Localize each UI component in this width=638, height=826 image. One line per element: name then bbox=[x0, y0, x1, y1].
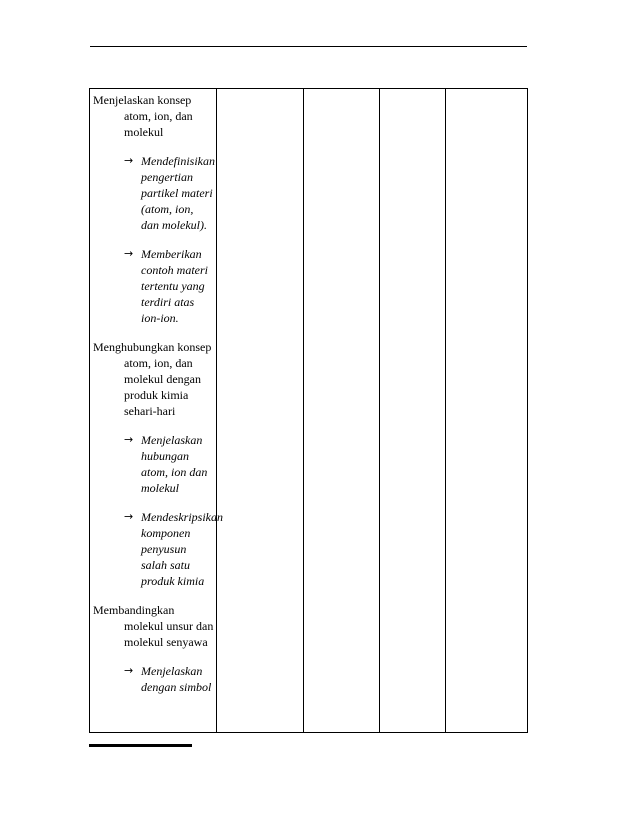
empty-cell bbox=[445, 89, 527, 733]
sub-point bbox=[124, 663, 214, 695]
sub-point bbox=[124, 432, 214, 496]
topic-3: Membandingkan molekul unsur dan molekul senyawa bbox=[93, 603, 214, 649]
sub-point bbox=[124, 153, 214, 233]
sub-point-text: Mendefinisikan pengertian partikel materi (atom, ion, dan molekul). bbox=[141, 154, 215, 232]
sub-point-text: Menjelaskan dengan simbol bbox=[141, 664, 212, 694]
topic-2: Menghubungkan konsep atom, ion, dan molekul dengan produk kimia sehari-hari bbox=[93, 340, 212, 418]
arrow-icon: → bbox=[124, 664, 134, 677]
indicator-cell bbox=[90, 89, 223, 733]
lesson-plan-table bbox=[89, 88, 528, 733]
sub-point-text: Memberikan contoh materi tertentu yang terdiri atas ion-ion. bbox=[141, 247, 208, 325]
arrow-icon: → bbox=[124, 433, 134, 446]
sub-point bbox=[124, 509, 223, 589]
sub-point bbox=[124, 246, 214, 326]
empty-cell bbox=[217, 89, 304, 733]
arrow-icon: → bbox=[124, 510, 134, 523]
header-rule bbox=[90, 46, 527, 47]
empty-cell bbox=[379, 89, 445, 733]
empty-cell bbox=[304, 89, 379, 733]
footnote-rule bbox=[89, 744, 192, 747]
table-row bbox=[90, 89, 528, 733]
sub-point-text: Menjelaskan hubungan atom, ion dan molekul bbox=[141, 433, 208, 495]
arrow-icon: → bbox=[124, 154, 134, 167]
sub-point-text: Mendeskripsikan komponen penyusun salah satu produk kimia bbox=[141, 510, 223, 588]
topic-1: Menjelaskan konsep atom, ion, dan molekul bbox=[93, 93, 193, 139]
arrow-icon: → bbox=[124, 247, 134, 260]
